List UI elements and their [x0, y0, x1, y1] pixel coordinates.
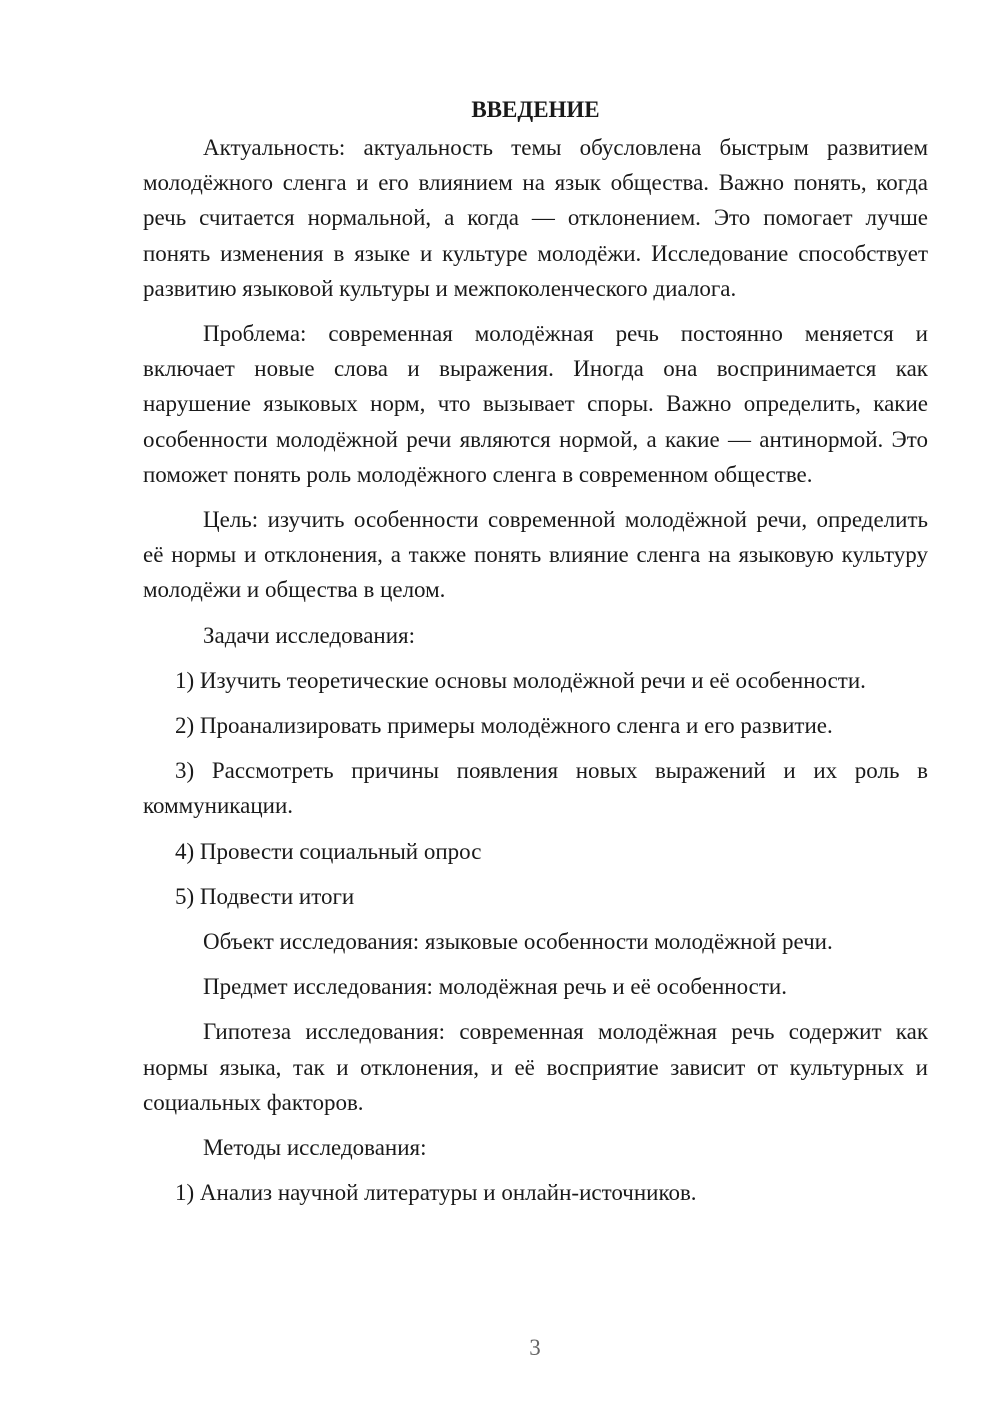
task-item-1: 1) Изучить теоретические основы молодёжной речи и её особенности.	[175, 667, 866, 693]
page-number: 3	[529, 1335, 541, 1360]
task-item-4: 4) Провести социальный опрос	[175, 838, 482, 864]
paragraph-relevance: Актуальность: актуальность темы обусловлена быстрым развитием молодёжного сленга и его влиянием на язык общества. Важно понять, когда речь считается нормальной, а когда — отклонением. Это помогает лучше понять изменения в языке и культуре молодёжи. Исследование способствует развитию языковой культуры и межпоколенческого диалога.	[143, 135, 928, 301]
method-item-1: 1) Анализ научной литературы и онлайн-источников.	[175, 1180, 697, 1206]
document-page	[143, 92, 928, 1220]
task-item-2: 2) Проанализировать примеры молодёжного сленга и его развитие.	[175, 713, 833, 739]
task-item-3: 3) Рассмотреть причины появления новых выражений и их роль в коммуникации.	[143, 758, 928, 819]
research-object: Объект исследования: языковые особенности молодёжной речи.	[203, 929, 833, 955]
research-subject: Предмет исследования: молодёжная речь и её особенности.	[203, 974, 787, 1000]
tasks-heading: Задачи исследования:	[203, 622, 416, 648]
research-hypothesis: Гипотеза исследования: современная молодёжная речь содержит как нормы языка, так и отклонения, и её восприятие зависит от культурных и социальных факторов.	[143, 1019, 928, 1115]
paragraph-problem: Проблема: современная молодёжная речь постоянно меняется и включает новые слова и выражения. Иногда она воспринимается как нарушение языковых норм, что вызывает споры. Важно определить, какие особенности молодёжной речи являются нормой, а какие — антинормой. Это поможет понять роль молодёжного сленга в современном обществе.	[143, 321, 928, 487]
paragraph-goal: Цель: изучить особенности современной молодёжной речи, определить её нормы и отклонения, а также понять влияние сленга на языковую культуру молодёжи и общества в целом.	[143, 507, 928, 603]
section-title: ВВЕДЕНИЕ	[471, 97, 600, 122]
methods-heading: Методы исследования:	[203, 1135, 427, 1161]
task-item-5: 5) Подвести итоги	[175, 883, 355, 909]
